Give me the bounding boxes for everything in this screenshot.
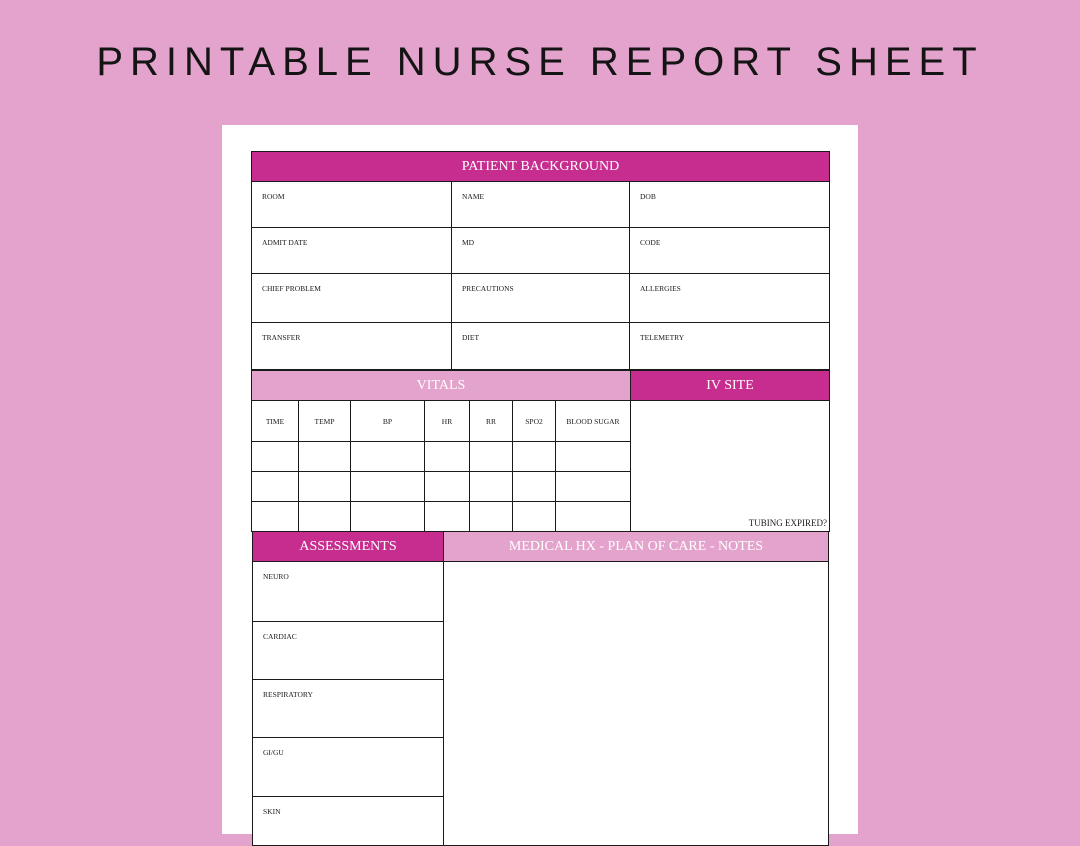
diet-field[interactable]: DIET [451,322,630,370]
vitals-col-time: TIME [251,400,299,442]
dob-field[interactable]: DOB [629,181,830,228]
vitals-col-temp: TEMP [298,400,351,442]
vitals-cell[interactable] [350,501,425,532]
vitals-cell[interactable] [469,441,513,472]
code-field[interactable]: CODE [629,227,830,274]
chief-problem-field[interactable]: CHIEF PROBLEM [251,273,452,323]
page-title: PRINTABLE NURSE REPORT SHEET [96,40,984,84]
vitals-cell[interactable] [424,441,470,472]
vitals-cell[interactable] [350,471,425,502]
vitals-col-blood-sugar: BLOOD SUGAR [555,400,631,442]
iv-site-header: IV SITE [630,370,830,401]
vitals-cell[interactable] [512,441,556,472]
vitals-cell[interactable] [251,471,299,502]
vitals-cell[interactable] [512,471,556,502]
gi-gu-field[interactable]: GI/GU [252,737,444,797]
vitals-cell[interactable] [350,441,425,472]
vitals-cell[interactable] [424,471,470,502]
vitals-col-rr: RR [469,400,513,442]
patient-background-header: PATIENT BACKGROUND [251,151,830,182]
vitals-cell[interactable] [555,441,631,472]
vitals-cell[interactable] [424,501,470,532]
vitals-cell[interactable] [555,471,631,502]
vitals-cell[interactable] [298,441,351,472]
neuro-field[interactable]: NEURO [252,561,444,622]
allergies-field[interactable]: ALLERGIES [629,273,830,323]
report-sheet [222,125,858,834]
notes-area[interactable] [443,561,829,846]
assessments-header: ASSESSMENTS [252,531,444,562]
notes-header: MEDICAL HX - PLAN OF CARE - NOTES [443,531,829,562]
room-field[interactable]: ROOM [251,181,452,228]
respiratory-field[interactable]: RESPIRATORY [252,679,444,738]
skin-field[interactable]: SKIN [252,796,444,846]
cardiac-field[interactable]: CARDIAC [252,621,444,680]
vitals-col-spo2: SPO2 [512,400,556,442]
precautions-field[interactable]: PRECAUTIONS [451,273,630,323]
md-field[interactable]: MD [451,227,630,274]
vitals-cell[interactable] [512,501,556,532]
name-field[interactable]: NAME [451,181,630,228]
vitals-cell[interactable] [298,501,351,532]
admit-date-field[interactable]: ADMIT DATE [251,227,452,274]
tubing-expired-label: TUBING EXPIRED? [748,518,827,528]
iv-site-box[interactable] [630,400,830,532]
telemetry-field[interactable]: TELEMETRY [629,322,830,370]
vitals-cell[interactable] [298,471,351,502]
vitals-cell[interactable] [251,501,299,532]
vitals-cell[interactable] [469,501,513,532]
vitals-cell[interactable] [469,471,513,502]
vitals-header: VITALS [251,370,631,401]
transfer-field[interactable]: TRANSFER [251,322,452,370]
vitals-col-hr: HR [424,400,470,442]
vitals-col-bp: BP [350,400,425,442]
vitals-cell[interactable] [555,501,631,532]
vitals-cell[interactable] [251,441,299,472]
